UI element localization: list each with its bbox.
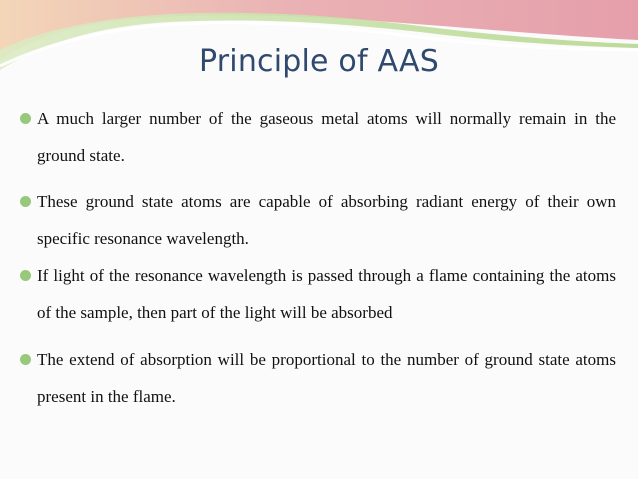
- bullet-item: [20, 100, 616, 174]
- bullet-icon: [20, 196, 31, 207]
- slide-title: Principle of AAS: [198, 44, 440, 79]
- bullet-icon: [20, 354, 31, 365]
- bullet-item: [20, 341, 616, 415]
- bullet-icon: [20, 270, 31, 281]
- bullet-text: If light of the resonance wavelength is passed through a flame containing the atoms of the sample, then part of the light will be absorbed: [37, 266, 616, 322]
- bullet-item: [20, 183, 616, 257]
- bullet-text: A much larger number of the gaseous metal atoms will normally remain in the ground state.: [37, 109, 616, 165]
- bullet-item: [20, 257, 616, 331]
- bullet-icon: [20, 113, 31, 124]
- bullet-list: [20, 100, 616, 415]
- bullet-text: These ground state atoms are capable of absorbing radiant energy of their own specific resonance wavelength.: [37, 192, 616, 248]
- bullet-text: The extend of absorption will be proportional to the number of ground state atoms present in the flame.: [37, 350, 616, 406]
